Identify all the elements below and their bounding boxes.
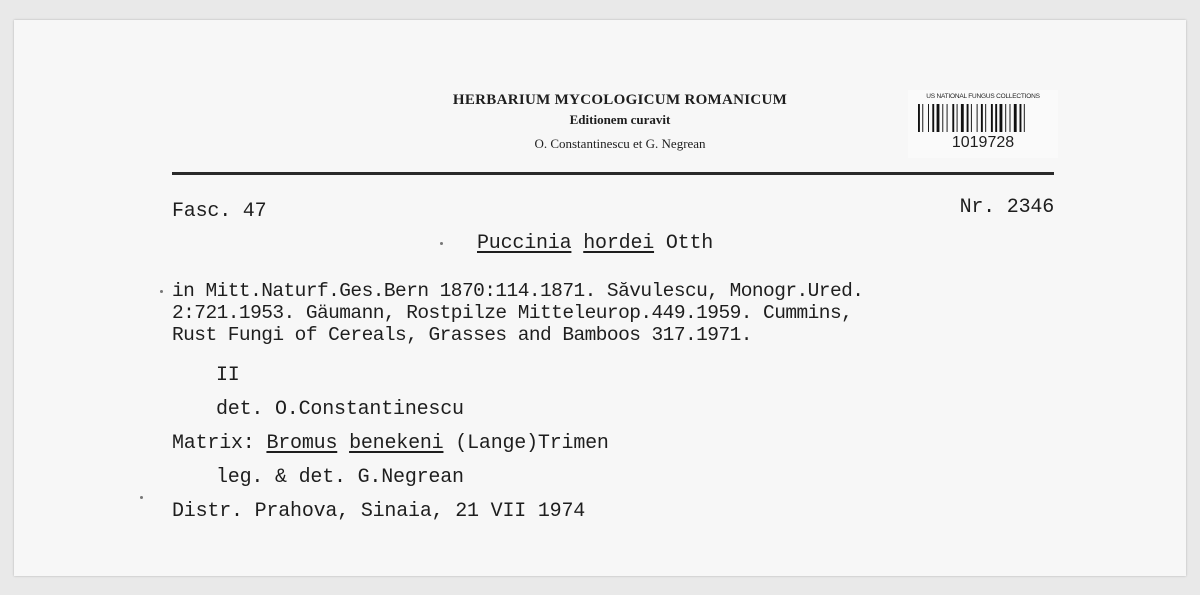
- reference-line-1: in Mitt.Naturf.Ges.Bern 1870:114.1871. Săvulescu, Monogr.Ured.: [172, 280, 864, 302]
- paper-speck: [140, 496, 143, 499]
- locality-line: Distr. Prahova, Sinaia, 21 VII 1974: [172, 500, 586, 523]
- label-header: [400, 92, 840, 152]
- matrix-genus: Bromus: [266, 432, 338, 455]
- barcode-icon: [918, 104, 1051, 132]
- barcode-number: 1019728: [951, 134, 1015, 151]
- collector-line: leg. & det. G.Negrean: [216, 466, 464, 489]
- reference-line-3: Rust Fungi of Cereals, Grasses and Bamboos 317.1971.: [172, 324, 752, 346]
- matrix-epithet: benekeni: [349, 432, 444, 455]
- species-genus: Puccinia: [477, 232, 572, 255]
- species-name: [477, 232, 713, 255]
- paper-speck: [160, 290, 163, 293]
- paper-speck: [440, 242, 443, 245]
- barcode-collection-label: US NATIONAL FUNGUS COLLECTIONS: [926, 93, 1040, 100]
- barcode-tag: [908, 90, 1058, 158]
- reference-line-2: 2:721.1953. Gäumann, Rostpilze Mitteleurop.449.1959. Cummins,: [172, 302, 853, 324]
- herbarium-subtitle: Editionem curavit: [569, 112, 671, 127]
- herbarium-editors: O. Constantinescu et G. Negrean: [534, 136, 706, 151]
- matrix-line: [172, 432, 609, 455]
- specimen-number: Nr. 2346: [959, 196, 1054, 219]
- header-divider: [172, 172, 1054, 175]
- species-author: Otth: [665, 232, 714, 255]
- spore-stage: II: [216, 364, 240, 387]
- matrix-author: (Lange)Trimen: [455, 432, 609, 455]
- matrix-label: Matrix:: [172, 432, 255, 455]
- determiner-line: det. O.Constantinescu: [216, 398, 464, 421]
- species-epithet: hordei: [583, 232, 655, 255]
- fascicle-number: Fasc. 47: [172, 200, 267, 223]
- herbarium-title: HERBARIUM MYCOLOGICUM ROMANICUM: [452, 92, 788, 108]
